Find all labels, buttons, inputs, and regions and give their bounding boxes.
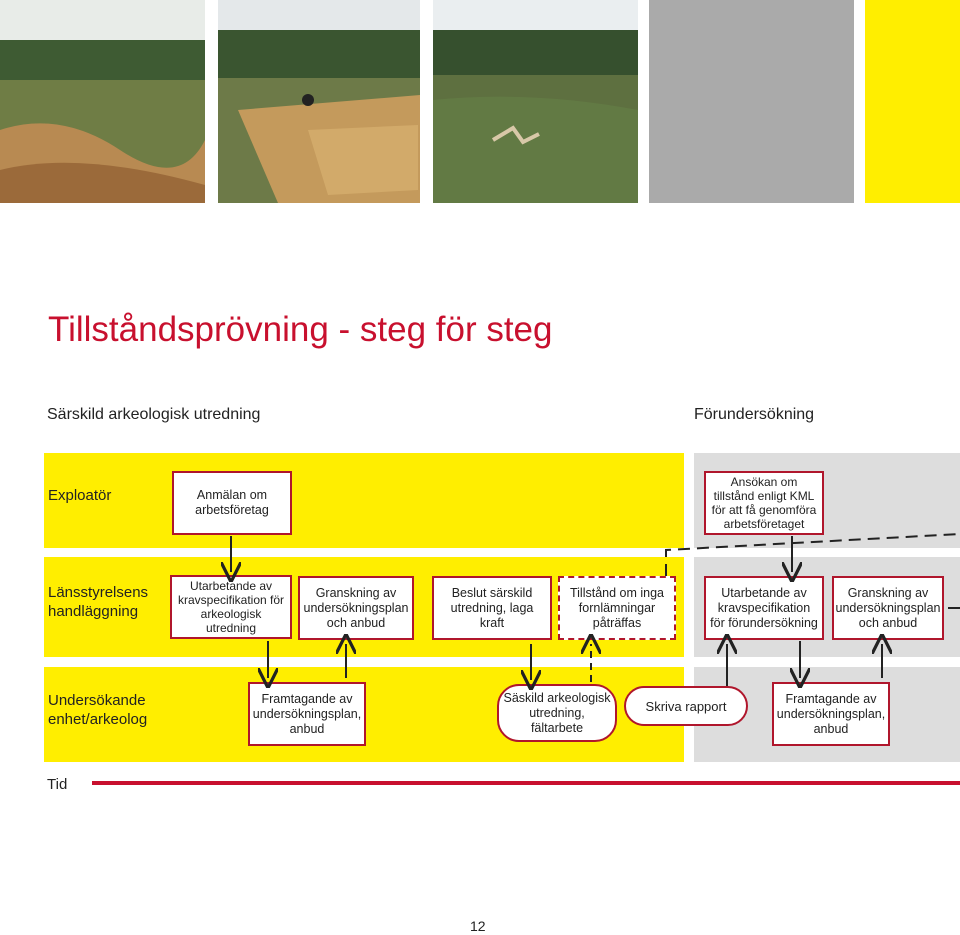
timeline-bar [92,781,960,785]
timeline-label: Tid [47,776,68,793]
box-beslut: Beslut särskild utredning, laga kraft [432,576,552,640]
box-saskild-faltarbete: Säskild arkeologisk utredning, fältarbete [497,684,617,742]
box-skriva-rapport: Skriva rapport [624,686,748,726]
lane-label-undersokande: Undersökande enhet/arkeolog [48,692,148,728]
box-framtagande-utredning: Framtagande av undersökningsplan, anbud [248,682,366,746]
box-framtagande-forundersokning: Framtagande av undersökningsplan, anbud [772,682,890,746]
box-ansokan: Ansökan om tillstånd enligt KML för att få genomföra arbetsföretaget [704,471,824,535]
box-utarbetande-utredning: Utarbetande av kravspecifikation för arkeologisk utredning [170,575,292,639]
page-number: 12 [470,918,486,934]
section-heading-utredning: Särskild arkeologisk utredning [47,406,261,423]
box-granskning-utredning: Granskning av undersökningsplan och anbud [298,576,414,640]
box-granskning-forundersokning: Granskning av undersökningsplan och anbud [832,576,944,640]
box-tillstand: Tillstånd om inga fornlämningar påträffas [558,576,676,640]
dashed-connector-tillstand [666,534,960,576]
section-heading-forundersokning: Förundersökning [694,406,815,423]
lane-label-exploator: Exploatör [48,487,112,504]
box-utarbetande-forundersokning: Utarbetande av kravspecifikation för förundersökning [704,576,824,640]
box-anmalan: Anmälan om arbetsföretag [172,471,292,535]
page-title: Tillståndsprövning - steg för steg [48,310,553,349]
lane-label-lansstyrelsen: Länsstyrelsens handläggning [48,584,149,620]
